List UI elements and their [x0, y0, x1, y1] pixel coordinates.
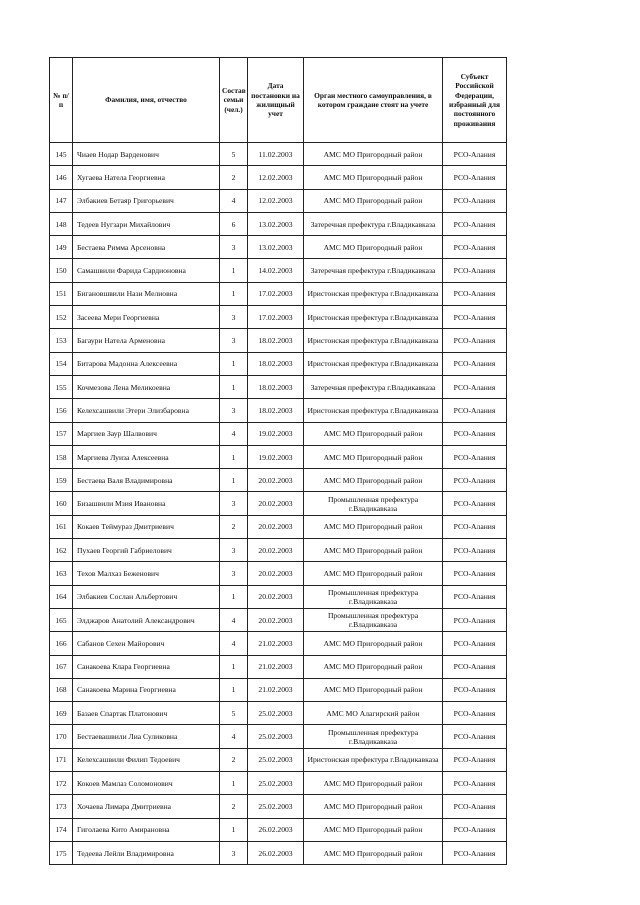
row-organ: АМС МО Пригородный район: [304, 655, 443, 678]
row-number: 149: [50, 236, 73, 259]
row-subject: РСО-Алания: [443, 189, 507, 212]
row-date: 26.02.2003: [248, 818, 304, 841]
row-family-size: 2: [220, 166, 248, 189]
row-organ: АМС МО Пригородный район: [304, 818, 443, 841]
table-row: [50, 352, 507, 375]
row-number: 164: [50, 585, 73, 608]
row-number: 172: [50, 772, 73, 795]
row-organ: АМС МО Пригородный район: [304, 678, 443, 701]
row-subject: РСО-Алания: [443, 399, 507, 422]
row-organ: Иристонская префектура г.Владикавказа: [304, 306, 443, 329]
row-date: 18.02.2003: [248, 329, 304, 352]
row-subject: РСО-Алания: [443, 818, 507, 841]
row-subject: РСО-Алания: [443, 539, 507, 562]
table-row: [50, 818, 507, 841]
table-row: [50, 702, 507, 725]
table-row: [50, 678, 507, 701]
row-subject: РСО-Алания: [443, 259, 507, 282]
row-family-size: 3: [220, 492, 248, 515]
table-row: [50, 795, 507, 818]
table-row: [50, 143, 507, 166]
row-name: Санакоева Марина Георгиевна: [73, 678, 220, 701]
row-organ: АМС МО Пригородный район: [304, 539, 443, 562]
row-name: Келехсашвили Филип Тедоевич: [73, 748, 220, 771]
row-number: 171: [50, 748, 73, 771]
row-name: Маргиева Луиза Алексеевна: [73, 445, 220, 468]
row-organ: Промышленная префектура г.Владикавказа: [304, 492, 443, 515]
row-family-size: 1: [220, 352, 248, 375]
row-subject: РСО-Алания: [443, 795, 507, 818]
row-date: 25.02.2003: [248, 748, 304, 771]
row-family-size: 5: [220, 702, 248, 725]
row-number: 174: [50, 818, 73, 841]
row-family-size: 3: [220, 562, 248, 585]
row-subject: РСО-Алания: [443, 515, 507, 538]
row-family-size: 6: [220, 212, 248, 235]
table-row: [50, 399, 507, 422]
row-family-size: 4: [220, 632, 248, 655]
row-family-size: 1: [220, 469, 248, 492]
table-row: [50, 655, 507, 678]
row-name: Бестаева Римма Арсеновна: [73, 236, 220, 259]
table-row: [50, 166, 507, 189]
row-family-size: 3: [220, 236, 248, 259]
table-row: [50, 632, 507, 655]
row-number: 173: [50, 795, 73, 818]
row-subject: РСО-Алания: [443, 702, 507, 725]
row-subject: РСО-Алания: [443, 678, 507, 701]
row-organ: АМС МО Алагирский район: [304, 702, 443, 725]
row-number: 169: [50, 702, 73, 725]
row-date: 14.02.2003: [248, 259, 304, 282]
table-row: [50, 772, 507, 795]
row-name: Кочмезова Лена Меликоевна: [73, 375, 220, 398]
row-subject: РСО-Алания: [443, 748, 507, 771]
row-organ: Иристонская префектура г.Владикавказа: [304, 352, 443, 375]
row-name: Элджаров Анатолий Александрович: [73, 608, 220, 631]
row-date: 21.02.2003: [248, 655, 304, 678]
table-row: [50, 329, 507, 352]
row-family-size: 2: [220, 748, 248, 771]
table-row: [50, 212, 507, 235]
row-date: 11.02.2003: [248, 143, 304, 166]
row-number: 170: [50, 725, 73, 748]
table-row: [50, 515, 507, 538]
row-subject: РСО-Алания: [443, 469, 507, 492]
row-date: 18.02.2003: [248, 399, 304, 422]
row-subject: РСО-Алания: [443, 212, 507, 235]
row-family-size: 1: [220, 445, 248, 468]
row-date: 25.02.2003: [248, 795, 304, 818]
row-name: Пухаев Георгий Габриелович: [73, 539, 220, 562]
row-organ: АМС МО Пригородный район: [304, 422, 443, 445]
row-subject: РСО-Алания: [443, 236, 507, 259]
row-organ: Иристонская префектура г.Владикавказа: [304, 329, 443, 352]
row-subject: РСО-Алания: [443, 166, 507, 189]
row-organ: АМС МО Пригородный район: [304, 445, 443, 468]
row-number: 161: [50, 515, 73, 538]
row-subject: РСО-Алания: [443, 282, 507, 305]
row-subject: РСО-Алания: [443, 143, 507, 166]
row-family-size: 5: [220, 143, 248, 166]
row-subject: РСО-Алания: [443, 655, 507, 678]
row-date: 21.02.2003: [248, 632, 304, 655]
row-organ: Затеречная префектура г.Владикавказа: [304, 212, 443, 235]
row-name: Элбакиев Сослан Альбертович: [73, 585, 220, 608]
row-organ: АМС МО Пригородный район: [304, 841, 443, 864]
row-organ: АМС МО Пригородный район: [304, 562, 443, 585]
row-date: 13.02.2003: [248, 212, 304, 235]
row-name: Багаури Натела Арменовна: [73, 329, 220, 352]
row-date: 13.02.2003: [248, 236, 304, 259]
row-organ: АМС МО Пригородный район: [304, 469, 443, 492]
row-family-size: 3: [220, 399, 248, 422]
row-date: 18.02.2003: [248, 375, 304, 398]
row-date: 19.02.2003: [248, 445, 304, 468]
row-subject: РСО-Алания: [443, 375, 507, 398]
row-organ: Промышленная префектура г.Владикавказа: [304, 608, 443, 631]
row-number: 163: [50, 562, 73, 585]
row-subject: РСО-Алания: [443, 329, 507, 352]
table-row: [50, 562, 507, 585]
table-row: [50, 282, 507, 305]
registry-table: [49, 57, 507, 865]
table-row: [50, 725, 507, 748]
row-name: Засеева Мери Георгиевна: [73, 306, 220, 329]
row-subject: РСО-Алания: [443, 841, 507, 864]
row-organ: Промышленная префектура г.Владикавказа: [304, 585, 443, 608]
row-number: 165: [50, 608, 73, 631]
table-row: [50, 585, 507, 608]
row-number: 151: [50, 282, 73, 305]
row-organ: Промышленная префектура г.Владикавказа: [304, 725, 443, 748]
row-number: 162: [50, 539, 73, 562]
row-date: 20.02.2003: [248, 585, 304, 608]
row-subject: РСО-Алания: [443, 585, 507, 608]
header-date: Дата постановки на жилищный учет: [248, 58, 304, 143]
row-family-size: 2: [220, 515, 248, 538]
table-row: [50, 236, 507, 259]
header-num: № п/п: [50, 58, 73, 143]
table-row: [50, 841, 507, 864]
row-organ: АМС МО Пригородный район: [304, 795, 443, 818]
row-subject: РСО-Алания: [443, 492, 507, 515]
row-number: 147: [50, 189, 73, 212]
row-date: 12.02.2003: [248, 166, 304, 189]
table-row: [50, 189, 507, 212]
row-subject: РСО-Алания: [443, 422, 507, 445]
row-name: Бизашвили Мзия Ивановна: [73, 492, 220, 515]
table-row: [50, 306, 507, 329]
row-date: 20.02.2003: [248, 562, 304, 585]
row-date: 17.02.2003: [248, 282, 304, 305]
row-subject: РСО-Алания: [443, 306, 507, 329]
row-date: 20.02.2003: [248, 469, 304, 492]
header-row: [50, 58, 507, 143]
row-name: Гиголаева Кито Амирановна: [73, 818, 220, 841]
row-name: Хочаева Лимара Дмитриевна: [73, 795, 220, 818]
row-family-size: 4: [220, 422, 248, 445]
row-organ: Иристонская префектура г.Владикавказа: [304, 282, 443, 305]
row-date: 19.02.2003: [248, 422, 304, 445]
row-number: 145: [50, 143, 73, 166]
row-number: 150: [50, 259, 73, 282]
row-family-size: 1: [220, 678, 248, 701]
row-subject: РСО-Алания: [443, 608, 507, 631]
row-family-size: 1: [220, 585, 248, 608]
row-family-size: 1: [220, 655, 248, 678]
row-family-size: 3: [220, 841, 248, 864]
table-row: [50, 608, 507, 631]
row-organ: Иристонская префектура г.Владикавказа: [304, 399, 443, 422]
row-number: 158: [50, 445, 73, 468]
row-subject: РСО-Алания: [443, 772, 507, 795]
table-row: [50, 259, 507, 282]
row-number: 160: [50, 492, 73, 515]
row-family-size: 4: [220, 608, 248, 631]
row-date: 21.02.2003: [248, 678, 304, 701]
table-row: [50, 748, 507, 771]
row-number: 153: [50, 329, 73, 352]
row-organ: Затеречная префектура г.Владикавказа: [304, 259, 443, 282]
row-name: Битарова Мадонна Алексеевна: [73, 352, 220, 375]
row-date: 20.02.2003: [248, 608, 304, 631]
row-number: 157: [50, 422, 73, 445]
row-subject: РСО-Алания: [443, 445, 507, 468]
row-family-size: 1: [220, 375, 248, 398]
row-name: Техов Малхаз Беженович: [73, 562, 220, 585]
row-date: 12.02.2003: [248, 189, 304, 212]
row-organ: Иристонская префектура г.Владикавказа: [304, 748, 443, 771]
row-number: 159: [50, 469, 73, 492]
row-organ: АМС МО Пригородный район: [304, 143, 443, 166]
table-row: [50, 375, 507, 398]
row-date: 20.02.2003: [248, 515, 304, 538]
row-name: Бигановшвили Нази Мелиовна: [73, 282, 220, 305]
row-name: Тедеева Лейли Владимировна: [73, 841, 220, 864]
row-number: 146: [50, 166, 73, 189]
row-name: Самашвили Фарида Сардионовна: [73, 259, 220, 282]
row-date: 25.02.2003: [248, 702, 304, 725]
row-organ: АМС МО Пригородный район: [304, 236, 443, 259]
row-family-size: 1: [220, 259, 248, 282]
row-number: 156: [50, 399, 73, 422]
row-organ: АМС МО Пригородный район: [304, 772, 443, 795]
row-date: 26.02.2003: [248, 841, 304, 864]
row-name: Базаев Спартак Платонович: [73, 702, 220, 725]
row-organ: АМС МО Пригородный район: [304, 166, 443, 189]
row-family-size: 3: [220, 539, 248, 562]
row-family-size: 1: [220, 772, 248, 795]
row-organ: АМС МО Пригородный район: [304, 632, 443, 655]
row-subject: РСО-Алания: [443, 632, 507, 655]
row-family-size: 3: [220, 306, 248, 329]
row-name: Сабанов Сехен Майорович: [73, 632, 220, 655]
row-number: 152: [50, 306, 73, 329]
row-name: Кокоев Мамлаз Соломонович: [73, 772, 220, 795]
row-organ: АМС МО Пригородный район: [304, 515, 443, 538]
row-organ: Затеречная префектура г.Владикавказа: [304, 375, 443, 398]
row-date: 17.02.2003: [248, 306, 304, 329]
row-name: Санакоева Клара Георгиевна: [73, 655, 220, 678]
header-name: Фамилия, имя, отчество: [73, 58, 220, 143]
row-date: 20.02.2003: [248, 539, 304, 562]
table-row: [50, 539, 507, 562]
row-number: 168: [50, 678, 73, 701]
row-subject: РСО-Алания: [443, 352, 507, 375]
row-number: 166: [50, 632, 73, 655]
row-date: 25.02.2003: [248, 725, 304, 748]
row-number: 167: [50, 655, 73, 678]
row-subject: РСО-Алания: [443, 562, 507, 585]
row-name: Хугаева Натела Георгиевна: [73, 166, 220, 189]
row-name: Бестаева Валя Владимировна: [73, 469, 220, 492]
row-name: Элбакиев Бетаяр Григорьевич: [73, 189, 220, 212]
row-name: Тедеев Нугзари Михайлович: [73, 212, 220, 235]
row-date: 20.02.2003: [248, 492, 304, 515]
row-number: 154: [50, 352, 73, 375]
row-family-size: 3: [220, 329, 248, 352]
row-family-size: 1: [220, 282, 248, 305]
row-number: 175: [50, 841, 73, 864]
table-row: [50, 469, 507, 492]
header-organ: Орган местного самоуправления, в котором граждане стоят на учете: [304, 58, 443, 143]
header-subject: Субъект Российской Федерации, избранный для постоянного проживания: [443, 58, 507, 143]
table-row: [50, 492, 507, 515]
row-organ: АМС МО Пригородный район: [304, 189, 443, 212]
table-row: [50, 422, 507, 445]
row-number: 148: [50, 212, 73, 235]
row-family-size: 2: [220, 795, 248, 818]
row-family-size: 4: [220, 189, 248, 212]
table-row: [50, 445, 507, 468]
row-name: Кокаев Теймураз Дмитриевич: [73, 515, 220, 538]
row-subject: РСО-Алания: [443, 725, 507, 748]
row-name: Бестаевашвили Лиа Суликовна: [73, 725, 220, 748]
row-family-size: 1: [220, 818, 248, 841]
row-name: Чиаев Нодар Варденович: [73, 143, 220, 166]
header-family: Состав семьи (чел.): [220, 58, 248, 143]
row-family-size: 4: [220, 725, 248, 748]
row-date: 18.02.2003: [248, 352, 304, 375]
row-number: 155: [50, 375, 73, 398]
row-name: Маргиев Заур Шалвович: [73, 422, 220, 445]
row-date: 25.02.2003: [248, 772, 304, 795]
row-name: Келехсашвили Этери Элизбаровна: [73, 399, 220, 422]
